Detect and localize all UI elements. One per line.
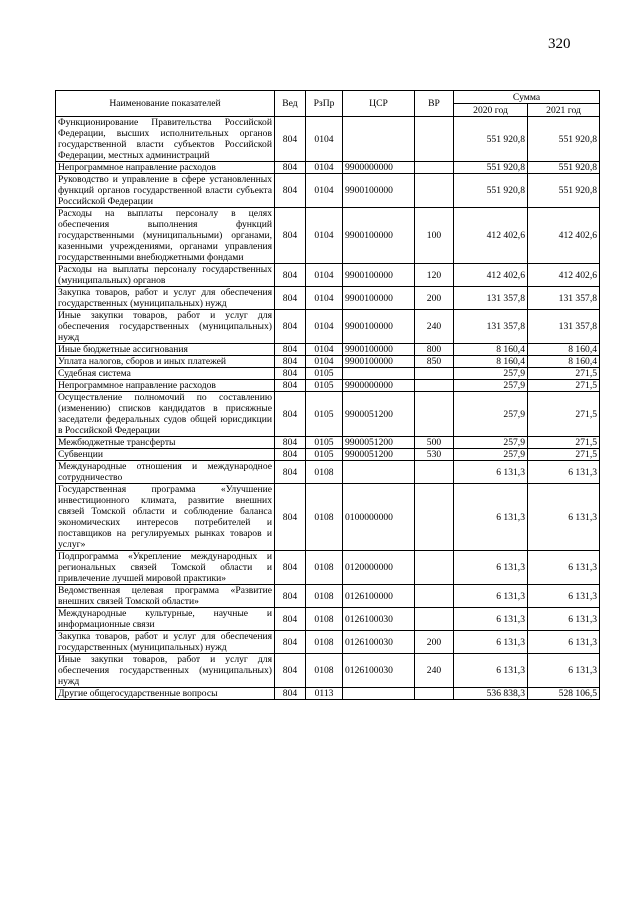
cell-csr: 0126100000 — [343, 585, 415, 608]
table-row — [56, 608, 600, 631]
table-row — [56, 368, 600, 380]
cell-rzpr: 0105 — [306, 437, 343, 449]
cell-sum-2020: 257,9 — [454, 392, 528, 437]
cell-sum-2021: 6 131,3 — [528, 551, 600, 585]
header-sum: Сумма — [454, 91, 600, 104]
cell-sum-2020: 6 131,3 — [454, 608, 528, 631]
cell-vr — [415, 174, 454, 208]
cell-ved: 804 — [275, 368, 306, 380]
cell-csr — [343, 368, 415, 380]
table-row — [56, 264, 600, 287]
cell-sum-2021: 6 131,3 — [528, 585, 600, 608]
cell-sum-2021: 6 131,3 — [528, 608, 600, 631]
table-row — [56, 162, 600, 174]
cell-sum-2021: 528 106,5 — [528, 688, 600, 700]
cell-vr — [415, 484, 454, 551]
table-row — [56, 461, 600, 484]
cell-vr: 240 — [415, 654, 454, 688]
cell-name: Закупка товаров, работ и услуг для обеспечения государственных (муниципальных) нужд — [56, 631, 275, 654]
table-row — [56, 310, 600, 344]
cell-rzpr: 0104 — [306, 310, 343, 344]
cell-name: Расходы на выплаты персоналу государственных (муниципальных) органов — [56, 264, 275, 287]
cell-name: Осуществление полномочий по составлению (изменению) списков кандидатов в присяжные заседатели федеральных судов общей юрисдикции в Российской Федерации — [56, 392, 275, 437]
cell-rzpr: 0105 — [306, 392, 343, 437]
cell-csr: 9900000000 — [343, 162, 415, 174]
cell-rzpr: 0108 — [306, 551, 343, 585]
header-rzpr: РзПр — [306, 91, 343, 117]
table-row — [56, 174, 600, 208]
cell-sum-2020: 412 402,6 — [454, 264, 528, 287]
cell-name: Уплата налогов, сборов и иных платежей — [56, 356, 275, 368]
cell-rzpr: 0104 — [306, 162, 343, 174]
cell-ved: 804 — [275, 608, 306, 631]
cell-ved: 804 — [275, 264, 306, 287]
cell-ved: 804 — [275, 551, 306, 585]
cell-name: Международные отношения и международное сотрудничество — [56, 461, 275, 484]
cell-rzpr: 0104 — [306, 208, 343, 264]
cell-ved: 804 — [275, 344, 306, 356]
cell-ved: 804 — [275, 310, 306, 344]
cell-vr — [415, 551, 454, 585]
cell-sum-2021: 551 920,8 — [528, 162, 600, 174]
cell-csr: 9900051200 — [343, 449, 415, 461]
cell-name: Закупка товаров, работ и услуг для обеспечения государственных (муниципальных) нужд — [56, 287, 275, 310]
cell-csr — [343, 688, 415, 700]
cell-vr: 850 — [415, 356, 454, 368]
cell-csr: 9900100000 — [343, 310, 415, 344]
cell-csr: 9900100000 — [343, 174, 415, 208]
header-ved: Вед — [275, 91, 306, 117]
cell-name: Иные закупки товаров, работ и услуг для обеспечения государственных (муниципальных) нужд — [56, 310, 275, 344]
cell-vr — [415, 608, 454, 631]
header-year-2020: 2020 год — [454, 104, 528, 117]
cell-ved: 804 — [275, 287, 306, 310]
cell-rzpr: 0108 — [306, 654, 343, 688]
cell-ved: 804 — [275, 631, 306, 654]
cell-rzpr: 0105 — [306, 380, 343, 392]
cell-csr: 9900100000 — [343, 344, 415, 356]
cell-ved: 804 — [275, 174, 306, 208]
cell-rzpr: 0108 — [306, 484, 343, 551]
cell-csr: 9900100000 — [343, 356, 415, 368]
cell-sum-2020: 551 920,8 — [454, 174, 528, 208]
cell-name: Межбюджетные трансферты — [56, 437, 275, 449]
table-row — [56, 356, 600, 368]
cell-name: Иные закупки товаров, работ и услуг для обеспечения государственных (муниципальных) нужд — [56, 654, 275, 688]
cell-vr: 200 — [415, 631, 454, 654]
table-row — [56, 449, 600, 461]
cell-rzpr: 0108 — [306, 585, 343, 608]
cell-name: Государственная программа «Улучшение инвестиционного климата, развитие внешних связей Томской области и соблюдение баланса экономических интересов потребителей и поставщиков на регулируемых рынках товаров и услуг» — [56, 484, 275, 551]
cell-name: Другие общегосударственные вопросы — [56, 688, 275, 700]
header-year-2021: 2021 год — [528, 104, 600, 117]
cell-rzpr: 0104 — [306, 264, 343, 287]
cell-rzpr: 0108 — [306, 608, 343, 631]
cell-name: Судебная система — [56, 368, 275, 380]
cell-csr: 9900051200 — [343, 392, 415, 437]
cell-ved: 804 — [275, 688, 306, 700]
table-header — [56, 91, 600, 117]
cell-csr: 9900100000 — [343, 287, 415, 310]
cell-vr: 240 — [415, 310, 454, 344]
cell-rzpr: 0108 — [306, 631, 343, 654]
cell-sum-2021: 8 160,4 — [528, 356, 600, 368]
table-row — [56, 688, 600, 700]
cell-sum-2020: 8 160,4 — [454, 356, 528, 368]
cell-sum-2021: 271,5 — [528, 449, 600, 461]
cell-sum-2020: 6 131,3 — [454, 654, 528, 688]
cell-ved: 804 — [275, 356, 306, 368]
table-row — [56, 631, 600, 654]
cell-rzpr: 0104 — [306, 174, 343, 208]
cell-sum-2020: 536 838,3 — [454, 688, 528, 700]
cell-vr: 500 — [415, 437, 454, 449]
cell-sum-2021: 8 160,4 — [528, 344, 600, 356]
cell-sum-2020: 6 131,3 — [454, 461, 528, 484]
cell-sum-2020: 412 402,6 — [454, 208, 528, 264]
cell-vr — [415, 688, 454, 700]
table-row — [56, 117, 600, 162]
cell-sum-2020: 257,9 — [454, 380, 528, 392]
cell-sum-2021: 271,5 — [528, 368, 600, 380]
cell-name: Непрограммное направление расходов — [56, 380, 275, 392]
cell-vr: 800 — [415, 344, 454, 356]
cell-sum-2021: 131 357,8 — [528, 310, 600, 344]
cell-vr: 200 — [415, 287, 454, 310]
cell-sum-2020: 551 920,8 — [454, 162, 528, 174]
cell-rzpr: 0113 — [306, 688, 343, 700]
cell-vr: 530 — [415, 449, 454, 461]
cell-sum-2020: 257,9 — [454, 449, 528, 461]
cell-csr: 9900100000 — [343, 208, 415, 264]
cell-sum-2021: 6 131,3 — [528, 484, 600, 551]
cell-rzpr: 0104 — [306, 117, 343, 162]
cell-sum-2020: 6 131,3 — [454, 585, 528, 608]
cell-sum-2020: 131 357,8 — [454, 310, 528, 344]
cell-sum-2020: 257,9 — [454, 437, 528, 449]
cell-ved: 804 — [275, 449, 306, 461]
cell-sum-2020: 6 131,3 — [454, 484, 528, 551]
cell-name: Иные бюджетные ассигнования — [56, 344, 275, 356]
table-body — [56, 117, 600, 700]
cell-name: Руководство и управление в сфере установленных функций органов государственной власти субъекта Российской Федерации — [56, 174, 275, 208]
table-row — [56, 654, 600, 688]
table-row — [56, 208, 600, 264]
cell-name: Расходы на выплаты персоналу в целях обеспечения выполнения функций государственными (муниципальными) органами, казенными учреждениями, органами управления государственными внебюджетными фондами — [56, 208, 275, 264]
header-vr: ВР — [415, 91, 454, 117]
cell-csr: 0126100030 — [343, 608, 415, 631]
cell-rzpr: 0104 — [306, 356, 343, 368]
cell-sum-2021: 6 131,3 — [528, 461, 600, 484]
cell-ved: 804 — [275, 117, 306, 162]
cell-name: Функционирование Правительства Российской Федерации, высших исполнительных органов государственной власти субъектов Российской Федерации, местных администраций — [56, 117, 275, 162]
cell-name: Ведомственная целевая программа «Развитие внешних связей Томской области» — [56, 585, 275, 608]
header-csr: ЦСР — [343, 91, 415, 117]
table-row — [56, 380, 600, 392]
cell-name: Субвенции — [56, 449, 275, 461]
cell-sum-2021: 412 402,6 — [528, 208, 600, 264]
cell-vr — [415, 585, 454, 608]
cell-vr: 100 — [415, 208, 454, 264]
cell-sum-2021: 6 131,3 — [528, 631, 600, 654]
cell-sum-2020: 257,9 — [454, 368, 528, 380]
cell-rzpr: 0104 — [306, 287, 343, 310]
cell-sum-2021: 551 920,8 — [528, 117, 600, 162]
page-number: 320 — [548, 36, 571, 52]
table-row — [56, 344, 600, 356]
cell-ved: 804 — [275, 461, 306, 484]
cell-name: Непрограммное направление расходов — [56, 162, 275, 174]
cell-csr: 0120000000 — [343, 551, 415, 585]
cell-ved: 804 — [275, 484, 306, 551]
header-name: Наименование показателей — [56, 91, 275, 117]
cell-csr: 0100000000 — [343, 484, 415, 551]
cell-ved: 804 — [275, 437, 306, 449]
cell-sum-2021: 271,5 — [528, 437, 600, 449]
cell-sum-2020: 6 131,3 — [454, 551, 528, 585]
cell-csr — [343, 117, 415, 162]
cell-rzpr: 0104 — [306, 344, 343, 356]
cell-sum-2020: 131 357,8 — [454, 287, 528, 310]
cell-csr: 0126100030 — [343, 631, 415, 654]
cell-sum-2021: 271,5 — [528, 380, 600, 392]
cell-sum-2020: 551 920,8 — [454, 117, 528, 162]
cell-rzpr: 0108 — [306, 461, 343, 484]
cell-csr: 9900000000 — [343, 380, 415, 392]
cell-csr: 9900051200 — [343, 437, 415, 449]
cell-ved: 804 — [275, 654, 306, 688]
cell-vr — [415, 392, 454, 437]
cell-sum-2021: 131 357,8 — [528, 287, 600, 310]
table-row — [56, 392, 600, 437]
table-row — [56, 437, 600, 449]
cell-sum-2021: 551 920,8 — [528, 174, 600, 208]
cell-vr — [415, 461, 454, 484]
cell-name: Подпрограмма «Укрепление международных и региональных связей Томской области и привлечение лучшей мировой практики» — [56, 551, 275, 585]
budget-table — [55, 90, 600, 700]
cell-sum-2021: 271,5 — [528, 392, 600, 437]
cell-vr — [415, 162, 454, 174]
cell-vr: 120 — [415, 264, 454, 287]
cell-ved: 804 — [275, 208, 306, 264]
cell-rzpr: 0105 — [306, 449, 343, 461]
cell-ved: 804 — [275, 162, 306, 174]
cell-vr — [415, 380, 454, 392]
cell-sum-2020: 6 131,3 — [454, 631, 528, 654]
cell-sum-2020: 8 160,4 — [454, 344, 528, 356]
cell-csr: 9900100000 — [343, 264, 415, 287]
cell-sum-2021: 6 131,3 — [528, 654, 600, 688]
cell-vr — [415, 368, 454, 380]
cell-csr: 0126100030 — [343, 654, 415, 688]
cell-ved: 804 — [275, 392, 306, 437]
table-row — [56, 551, 600, 585]
cell-vr — [415, 117, 454, 162]
cell-rzpr: 0105 — [306, 368, 343, 380]
cell-name: Международные культурные, научные и информационные связи — [56, 608, 275, 631]
table-row — [56, 585, 600, 608]
table-row — [56, 484, 600, 551]
table-row — [56, 287, 600, 310]
cell-ved: 804 — [275, 585, 306, 608]
cell-csr — [343, 461, 415, 484]
cell-sum-2021: 412 402,6 — [528, 264, 600, 287]
cell-ved: 804 — [275, 380, 306, 392]
